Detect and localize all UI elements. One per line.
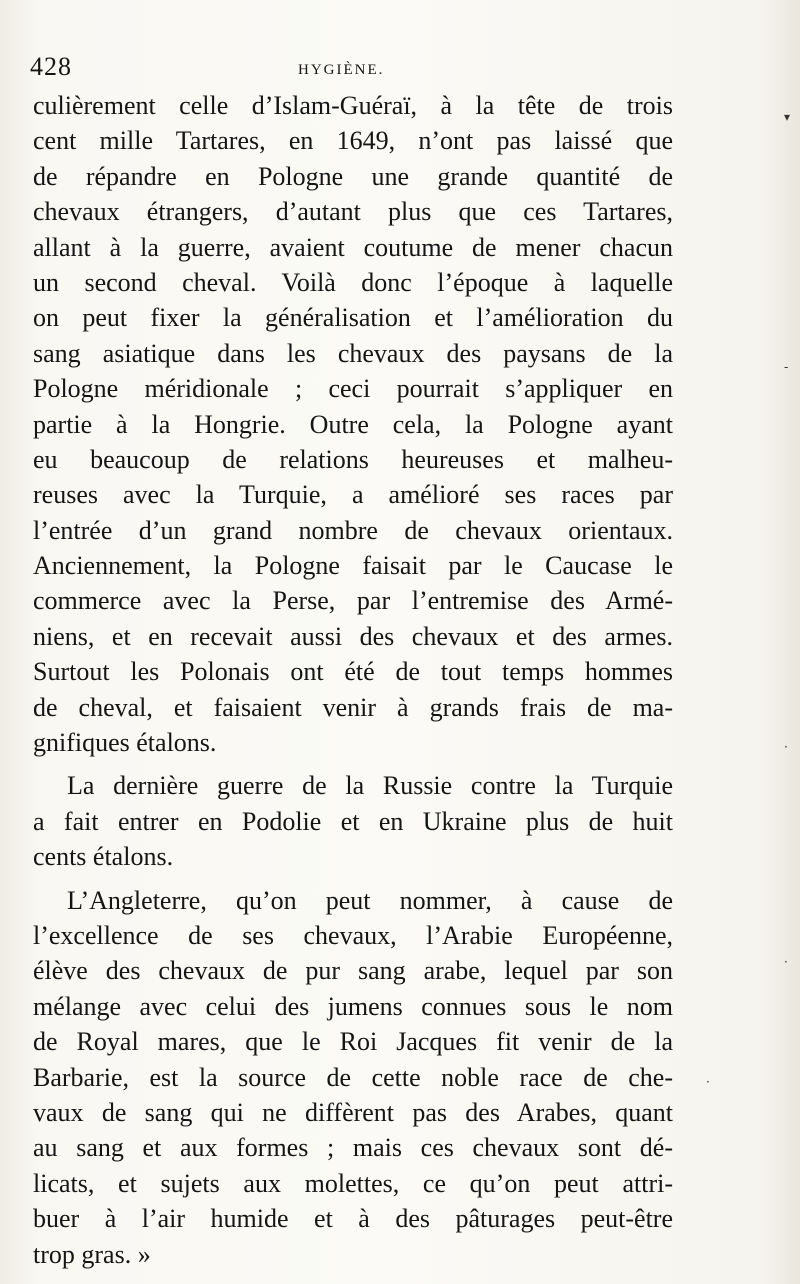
text-line: Pologne méridionale ; ceci pourrait s’appliquer en — [33, 374, 673, 404]
body-text — [33, 88, 673, 1272]
text-line: on peut fixer la généralisation et l’amélioration du — [33, 303, 673, 333]
text-line: buer à l’air humide et à des pâturages peut-être — [33, 1204, 673, 1234]
paragraph-2 — [33, 768, 673, 874]
text-line: cents étalons. — [33, 842, 174, 872]
text-line: un second cheval. Voilà donc l’époque à laquelle — [33, 267, 673, 297]
paragraph-gap — [33, 760, 673, 768]
text-line: Anciennement, la Pologne faisait par le Caucase le — [33, 551, 673, 581]
text-line: l’excellence de ses chevaux, l’Arabie Européenne, — [33, 920, 673, 950]
text-line: eu beaucoup de relations heureuses et malheu- — [33, 444, 673, 474]
text-line: Barbarie, est la source de cette noble race de che- — [33, 1062, 673, 1092]
text-line: de Royal mares, que le Roi Jacques fit venir de la — [33, 1027, 673, 1057]
text-line: élève des chevaux de pur sang arabe, lequel par son — [33, 956, 673, 986]
paragraph-gap — [33, 875, 673, 883]
text-line: reuses avec la Turquie, a amélioré ses races par — [33, 480, 673, 510]
page-number: 428 — [30, 52, 72, 81]
text-line: chevaux étrangers, d’autant plus que ces Tartares, — [33, 197, 673, 227]
text-line: mélange avec celui des jumens connues sous le nom — [33, 991, 673, 1021]
text-line: sang asiatique dans les chevaux des paysans de la — [33, 338, 673, 368]
page-header — [30, 52, 770, 88]
text-line: La dernière guerre de la Russie contre la Turquie — [67, 771, 673, 801]
text-line: trop gras. » — [33, 1239, 151, 1269]
margin-speck: · — [706, 1075, 710, 1089]
text-line: de cheval, et faisaient venir à grands frais de ma- — [33, 692, 673, 722]
text-line: culièrement celle d’Islam-Guéraï, à la tête de trois — [33, 91, 673, 120]
margin-speck: ▾ — [784, 110, 791, 124]
text-line: allant à la guerre, avaient coutume de mener chacun — [33, 232, 673, 262]
text-line: a fait entrer en Podolie et en Ukraine plus de huit — [33, 806, 673, 836]
text-line: partie à la Hongrie. Outre cela, la Pologne ayant — [33, 409, 673, 439]
text-line: gnifiques étalons. — [33, 728, 217, 758]
text-line: commerce avec la Perse, par l’entremise des Armé- — [33, 586, 673, 616]
running-head: HYGIÈNE. — [298, 62, 385, 78]
text-line: licats, et sujets aux molettes, ce qu’on peut attri- — [33, 1168, 673, 1198]
text-line: Surtout les Polonais ont été de tout temps hommes — [33, 657, 673, 687]
text-line: au sang et aux formes ; mais ces chevaux sont dé- — [33, 1133, 673, 1163]
paragraph-3 — [33, 883, 673, 1272]
text-line: de répandre en Pologne une grande quantité de — [33, 161, 673, 191]
paragraph-1 — [33, 88, 673, 760]
text-line: cent mille Tartares, en 1649, n’ont pas laissé que — [33, 126, 673, 156]
margin-speck: · — [784, 740, 788, 754]
text-line: vaux de sang qui ne diffèrent pas des Arabes, quant — [33, 1097, 673, 1127]
text-line: niens, et en recevait aussi des chevaux et des armes. — [33, 621, 673, 651]
margin-speck: · — [784, 955, 788, 969]
text-line: L’Angleterre, qu’on peut nommer, à cause de — [67, 885, 673, 915]
text-line: l’entrée d’un grand nombre de chevaux orientaux. — [33, 515, 673, 545]
margin-speck: - — [784, 360, 789, 374]
